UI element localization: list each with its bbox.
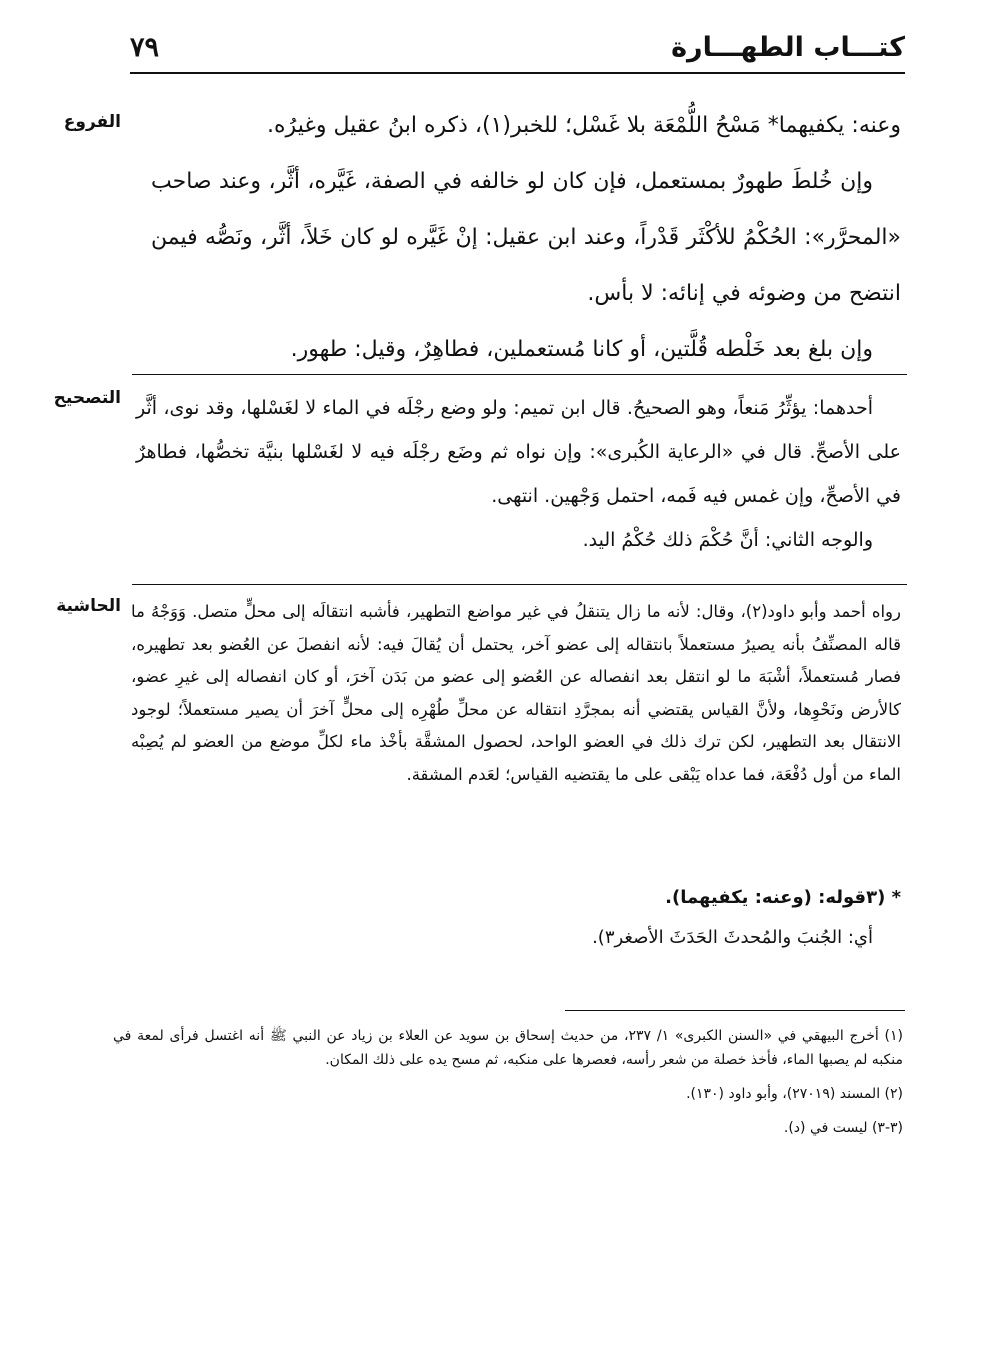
tashih-paragraph: والوجه الثاني: أنَّ حُكْمَ ذلك حُكْمُ اليد. [582,529,873,551]
page-number: ٧٩ [130,32,160,63]
tashih-paragraph: أحدهما: يؤثِّرُ مَنعاً، وهو الصحيحُ. قال ابن تميم: ولو وضع رجْلَه في الماء لا لغَسْلها، وقد نوى، أثَّر على الأصحِّ. قال في «الرعاية الكُبرى»: وإن نواه ثم وضَع رجْلَه فيه لا لغَسْلها بنيَّة تخصُّها، فطاهرٌ في الأصحِّ، وإن غمس فيه فَمه، احتمل وَجْهين. انتهى. [136,397,901,507]
tashih-text [136,386,901,562]
section-divider [132,584,907,585]
running-title: كتـــاب الطهـــارة [671,32,905,63]
footnote: (٣-٣) ليست في (د). [783,1120,903,1136]
footnote: (١) أخرج البيهقي في «السنن الكبرى» ١/ ٢٣٧، من حديث إسحاق بن سويد عن العلاء بن زياد عن النبي ﷺ أنه اغتسل فرأى لمعة في منكبه لم يصبها الماء، فأخذ خصلة من شعر رأسه، فعصرها على منكبه، ثم مسح يده على ذلك المكان. [113,1028,904,1068]
furu-text [151,98,901,378]
quote-explanation: أي: الجُنبَ والمُحدثَ الحَدَثَ الأصغر٣). [592,927,873,948]
furu-paragraph: وعنه: يكفيهما* مَسْحُ اللُّمْعَة بلا غَسْل؛ للخبر(١)، ذكره ابنُ عقيل وغيرُه. [267,113,901,138]
footnotes-text [113,1024,903,1140]
furu-paragraph: وإن بلغ بعد خَلْطه قُلَّتين، أو كانا مُستعملين، فطاهِرٌ، وقيل: طهور. [290,337,873,362]
hashiya-paragraph: رواه أحمد وأبو داود(٢)، وقال: لأنه ما زال يتنقلُ في غير مواضع التطهير، فأشبه انتقالَه إلى محلٍّ متصل. وَوَجْهُ ما قاله المصنِّفُ بأنه يصيرُ مستعملاً بانتقاله إلى عضو آخر، يحتمل أن يُقالَ فيه: لأنه انفصلَ عن العُضو بعد تطهيره، فصار مُستعملاً، أشْبَهَ ما لو انتقل بعد انفصاله عن العُضو إلى عضو من بَدَن آخرَ، أو كان انفصاله إلى غيرِ عضو، كالأرض ونَحْوِها، ولأنَّ القياس يقتضي أنه بمجرَّدِ انتقاله عن محلِّ طُهْرِه إلى محلٍّ آخرَ أن يصير مستعملاً؛ لوجود الانتقال بعد التطهير، لكن ترك ذلك في العضو الواحد، لحصول المشقَّة بأخْذ ماء لكلِّ موضع من العضو لم يُصِبْه الماء من أول دُفْعَة، فما عداه يَبْقى على ما يقتضيه القياس؛ لعَدم المشقة. [131,602,901,784]
furu-label: الفروع [63,112,121,132]
page-header [130,30,905,74]
hashiya-text [131,596,901,791]
hashiya-quote [131,878,901,958]
footnote: (٢) المسند (٢٧٠١٩)، وأبو داود (١٣٠). [686,1086,903,1102]
furu-paragraph: وإن خُلطَ طهورٌ بمستعمل، فإن كان لو خالفه في الصفة، غَيَّره، أثَّر، وعند صاحب «المحرَّر»: الحُكْمُ للأكْثَر قَدْراً، وعند ابن عقيل: إنْ غَيَّره لو كان خَلاً، أثَّر، ونَصُّه فيمن انتضح من وضوئه في إنائه: لا بأس. [151,169,901,306]
footnote-divider [565,1010,905,1011]
quote-heading: * (٣قوله: (وعنه: يكفيهما). [665,887,901,908]
tashih-label: التصحيح [53,388,121,408]
section-divider [132,374,907,375]
hashiya-label: الحاشية [56,596,121,616]
